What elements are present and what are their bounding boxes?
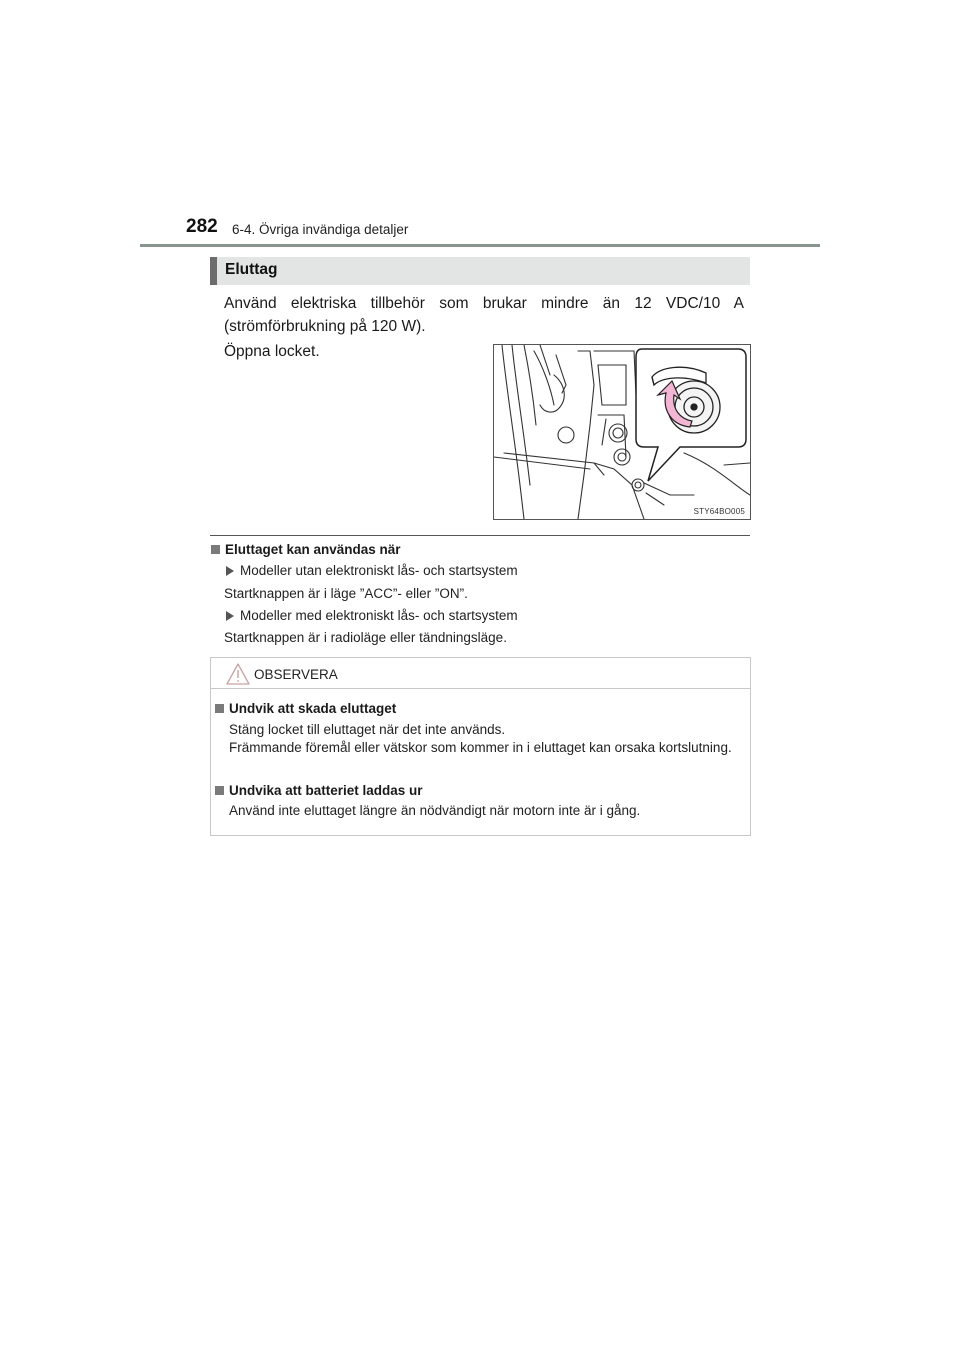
models-without-text: Modeller utan elektroniskt lås- och startsystem	[240, 563, 518, 578]
triangle-bullet-icon	[226, 611, 234, 621]
running-head: 6-4. Övriga invändiga detaljer	[232, 222, 409, 237]
caution-item-1-heading	[215, 701, 396, 716]
page-number: 282	[186, 216, 218, 237]
caution-item-2-heading-text: Undvika att batteriet laddas ur	[229, 783, 423, 798]
models-without-line	[226, 563, 518, 578]
usage-heading-text: Eluttaget kan användas när	[225, 542, 401, 557]
usage-heading	[211, 542, 401, 557]
triangle-bullet-icon	[226, 566, 234, 576]
section-divider	[210, 535, 750, 536]
models-with-text: Modeller med elektroniskt lås- och startsystem	[240, 608, 518, 623]
state-with-text: Startknappen är i radioläge eller tändningsläge.	[224, 630, 507, 645]
models-with-line	[226, 608, 518, 623]
header-rule	[140, 244, 820, 247]
power-outlet-illustration	[493, 344, 751, 520]
caution-item-2-text: Använd inte eluttaget längre än nödvändigt när motorn inte är i gång.	[229, 803, 641, 818]
caution-item-1-line-1: Stäng locket till eluttaget när det inte används.	[229, 722, 506, 737]
figure-code: STY64BO005	[693, 507, 745, 516]
square-bullet-icon	[215, 786, 224, 795]
square-bullet-icon	[211, 545, 220, 554]
section-title: Eluttag	[225, 261, 278, 278]
caution-item-2-heading	[215, 783, 423, 798]
intro-paragraph: Använd elektriska tillbehör som brukar mindre än 12 VDC/10 A (strömförbrukning på 120 W).	[224, 295, 744, 335]
state-without-text: Startknappen är i läge ”ACC”- eller ”ON”.	[224, 586, 468, 601]
caution-header	[211, 658, 750, 689]
section-title-bar	[210, 257, 750, 285]
section-accent	[210, 257, 217, 285]
square-bullet-icon	[215, 704, 224, 713]
caution-item-1-heading-text: Undvik att skada eluttaget	[229, 701, 397, 716]
caution-box	[210, 657, 751, 836]
dashboard-drawing	[494, 345, 750, 519]
step-text: Öppna locket.	[224, 343, 320, 360]
warning-triangle-icon	[225, 662, 251, 686]
caution-label: OBSERVERA	[254, 667, 338, 682]
caution-item-1-line-2: Främmande föremål eller vätskor som kommer in i eluttaget kan orsaka kortslutning.	[229, 740, 732, 755]
